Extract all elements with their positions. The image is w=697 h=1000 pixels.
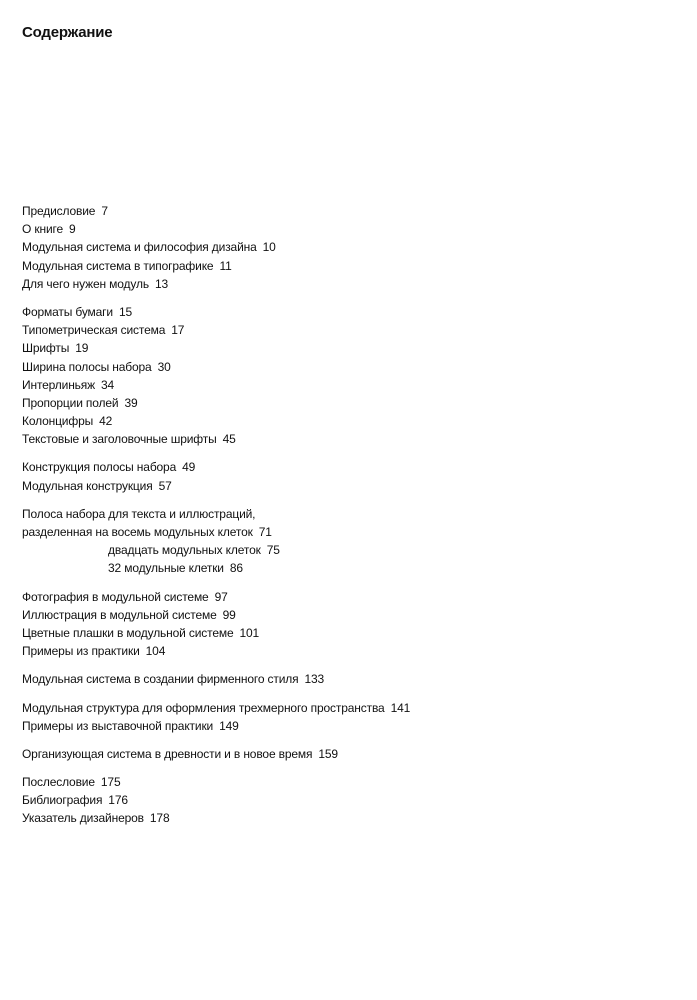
toc-entry-page-number: 19: [75, 341, 89, 356]
toc-group: [22, 588, 662, 661]
toc-entry: [22, 257, 662, 275]
toc-entry: [22, 358, 662, 376]
toc-group: [22, 202, 662, 293]
toc-entry: [22, 791, 662, 809]
toc-entry: [22, 745, 662, 763]
toc-entry-title: Предисловие: [22, 204, 96, 218]
toc-entry-title: Примеры из выставочной практики: [22, 718, 214, 733]
toc-entry-page-number: 86: [229, 561, 243, 576]
toc-entry-title: Иллюстрация в модульной системе: [22, 607, 217, 622]
toc-entry-page-number: 9: [69, 222, 76, 237]
toc-group: [22, 670, 662, 688]
toc-entry: [22, 376, 662, 394]
toc-entry: [22, 202, 662, 220]
toc-entry-title: Пропорции полей: [22, 395, 119, 410]
toc-entry-title: Организующая система в древности и в новое время: [22, 746, 313, 761]
toc-group: [22, 505, 662, 578]
toc-entry-page-number: 178: [149, 811, 170, 826]
toc-entry-page-number: 39: [124, 395, 138, 410]
toc-entry-page-number: 101: [239, 625, 260, 640]
toc-group: [22, 745, 662, 763]
toc-entry-title: О книге: [22, 222, 63, 237]
toc-entry: [22, 773, 662, 791]
toc-entry-title: Ширина полосы набора: [22, 359, 152, 374]
toc-entry-title: Послесловие: [22, 775, 95, 790]
toc-entry-title: Интерлиньяж: [22, 377, 96, 392]
toc-entry-title: Полоса набора для текста и иллюстраций,: [22, 506, 256, 521]
toc-group: [22, 699, 662, 735]
toc-entry-title: Типометрическая система: [22, 323, 166, 338]
toc-entry: [22, 321, 662, 339]
toc-entry-page-number: 7: [101, 204, 108, 218]
toc-entry-page-number: 75: [266, 543, 280, 558]
toc-entry-page-number: 45: [222, 432, 236, 447]
toc-entry-title: Колонцифры: [22, 414, 94, 429]
toc-entry-title: Модульная система в типографике: [22, 258, 214, 273]
toc-entry-title: Примеры из практики: [22, 644, 140, 659]
toc-entry-page-number: 49: [182, 460, 196, 475]
toc-entry: [22, 220, 662, 238]
toc-entry-page-number: 30: [157, 359, 171, 374]
toc-entry: [22, 477, 662, 495]
toc-entry: [22, 303, 662, 321]
toc-group: [22, 303, 662, 449]
toc-entry: [22, 809, 662, 827]
toc-entry-page-number: 104: [145, 644, 166, 659]
toc-entry-page-number: 17: [171, 323, 185, 338]
toc-entry-title: двадцать модульных клеток: [108, 543, 261, 558]
toc-entry: [22, 505, 662, 523]
toc-entry-title: Для чего нужен модуль: [22, 276, 149, 291]
toc-entry: [22, 275, 662, 293]
toc-entry-title: Форматы бумаги: [22, 304, 113, 319]
toc-entry-title: Указатель дизайнеров: [22, 811, 144, 826]
toc-entry-title: Модульная структура для оформления трехмерного пространства: [22, 700, 385, 715]
toc-entry-page-number: 57: [158, 478, 172, 493]
toc-entry: [22, 412, 662, 430]
toc-entry-title: Модульная конструкция: [22, 478, 153, 493]
toc-entry-page-number: 141: [390, 700, 411, 715]
toc-entry-title: Цветные плашки в модульной системе: [22, 625, 234, 640]
toc-entry-title: Шрифты: [22, 341, 70, 356]
toc-entry: [22, 394, 662, 412]
toc-entry-page-number: 133: [304, 672, 325, 687]
toc-entry: [22, 624, 662, 642]
toc-entry-page-number: 149: [219, 718, 239, 733]
table-of-contents: [22, 202, 662, 838]
toc-entry-title: Модульная система в создании фирменного стиля: [22, 672, 299, 687]
toc-entry: [22, 339, 662, 357]
toc-entry: [22, 523, 662, 541]
toc-entry: [22, 458, 662, 476]
toc-group: [22, 773, 662, 828]
toc-entry-page-number: 13: [154, 276, 168, 291]
toc-entry-page-number: 99: [222, 607, 236, 622]
toc-entry: [22, 606, 662, 624]
toc-entry-title: разделенная на восемь модульных клеток: [22, 525, 253, 539]
page-title: Содержание: [22, 24, 113, 41]
toc-entry-page-number: 10: [262, 240, 276, 255]
toc-entry-title: 32 модульные клетки: [108, 561, 224, 576]
toc-entry: [22, 430, 662, 448]
toc-entry: [22, 238, 662, 256]
toc-entry-page-number: 34: [101, 377, 115, 392]
toc-entry-page-number: 159: [318, 746, 338, 761]
toc-entry: [22, 541, 662, 559]
toc-entry-page-number: 97: [214, 589, 228, 604]
toc-entry-title: Конструкция полосы набора: [22, 460, 177, 475]
toc-entry: [22, 699, 662, 717]
toc-group: [22, 458, 662, 494]
toc-entry: [22, 670, 662, 688]
toc-entry-page-number: 42: [99, 414, 113, 429]
toc-entry-page-number: 71: [258, 525, 272, 539]
toc-entry: [22, 642, 662, 660]
toc-entry-page-number: 15: [118, 304, 133, 319]
toc-entry-page-number: 175: [100, 775, 121, 790]
toc-entry-title: Текстовые и заголовочные шрифты: [22, 432, 217, 447]
toc-entry-title: Модульная система и философия дизайна: [22, 240, 257, 255]
toc-entry: [22, 559, 662, 577]
toc-entry-page-number: 11: [219, 258, 232, 273]
toc-entry-page-number: 176: [108, 793, 128, 808]
toc-entry: [22, 717, 662, 735]
toc-entry-title: Библиография: [22, 793, 103, 808]
toc-entry-title: Фотография в модульной системе: [22, 589, 209, 604]
toc-entry: [22, 588, 662, 606]
